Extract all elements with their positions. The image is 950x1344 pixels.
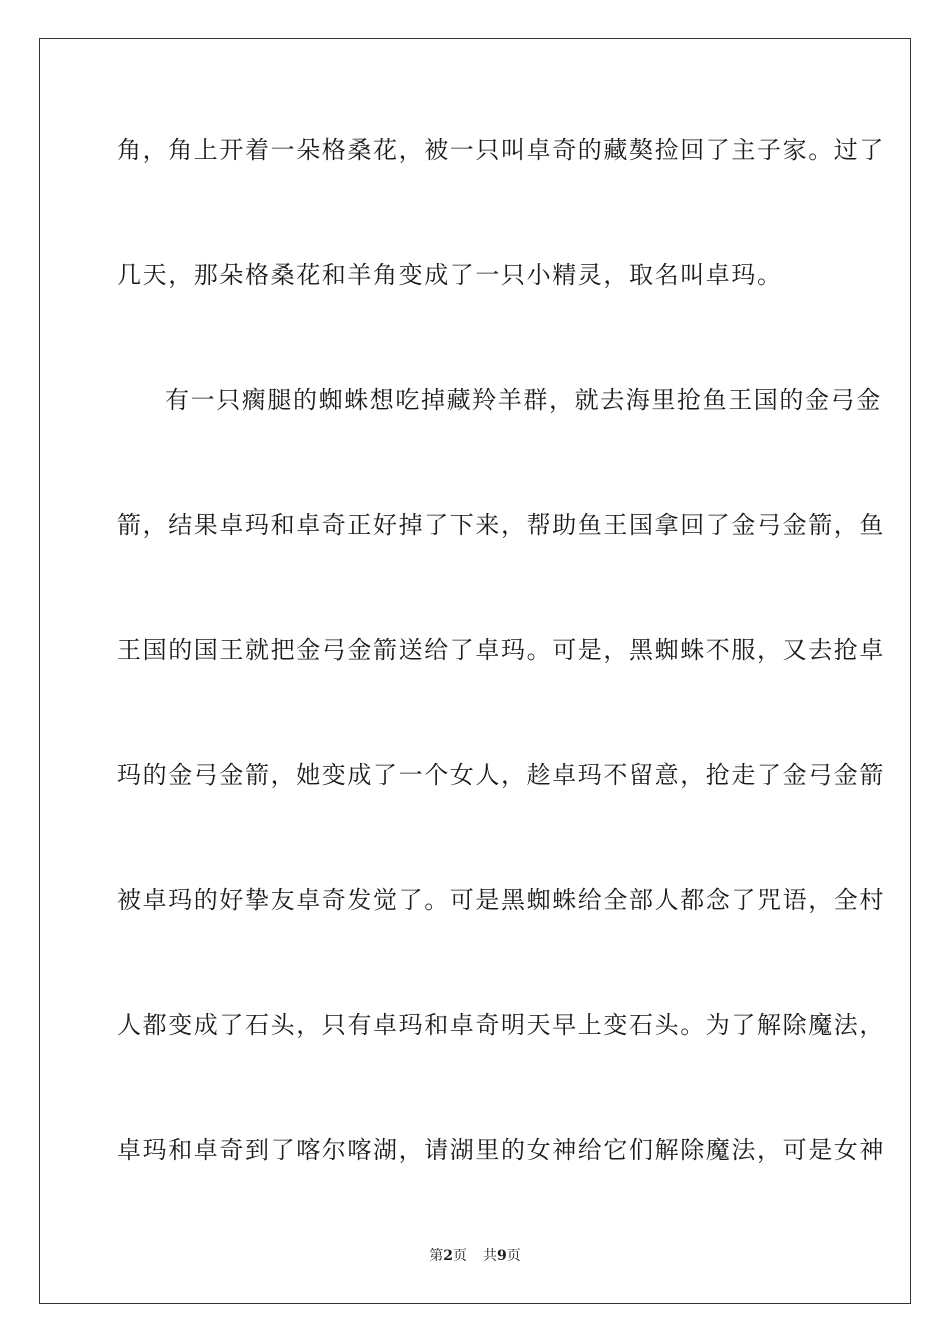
total-suffix: 页 xyxy=(506,1248,521,1264)
page-prefix: 第 xyxy=(429,1248,444,1264)
page-footer xyxy=(0,1247,950,1265)
text-line: 玛的金弓金箭，她变成了一个女人，趁卓玛不留意，抢走了金弓金箭 xyxy=(117,761,885,789)
page-suffix: 页 xyxy=(453,1248,467,1264)
text-line: 箭，结果卓玛和卓奇正好掉了下来，帮助鱼王国拿回了金弓金箭，鱼 xyxy=(117,511,885,539)
total-prefix: 共 xyxy=(483,1248,497,1264)
text-line: 人都变成了石头，只有卓玛和卓奇明天早上变石头。为了解除魔法， xyxy=(117,1011,885,1039)
page-number: 2 xyxy=(443,1248,453,1264)
text-line: 王国的国王就把金弓金箭送给了卓玛。可是，黑蜘蛛不服，又去抢卓 xyxy=(117,636,885,664)
text-line: 几天，那朵格桑花和羊角变成了一只小精灵，取名叫卓玛。 xyxy=(117,261,783,289)
text-line: 角，角上开着一朵格桑花，被一只叫卓奇的藏獒捡回了主子家。过了 xyxy=(117,136,885,164)
text-line: 被卓玛的好挚友卓奇发觉了。可是黑蜘蛛给全部人都念了咒语，全村 xyxy=(117,886,885,914)
total-pages: 9 xyxy=(497,1248,507,1264)
text-line: 卓玛和卓奇到了喀尔喀湖，请湖里的女神给它们解除魔法，可是女神 xyxy=(117,1136,885,1164)
page-border xyxy=(39,38,911,1304)
paragraph-first-line: 有一只瘸腿的蜘蛛想吃掉藏羚羊群，就去海里抢鱼王国的金弓金 xyxy=(165,386,882,414)
